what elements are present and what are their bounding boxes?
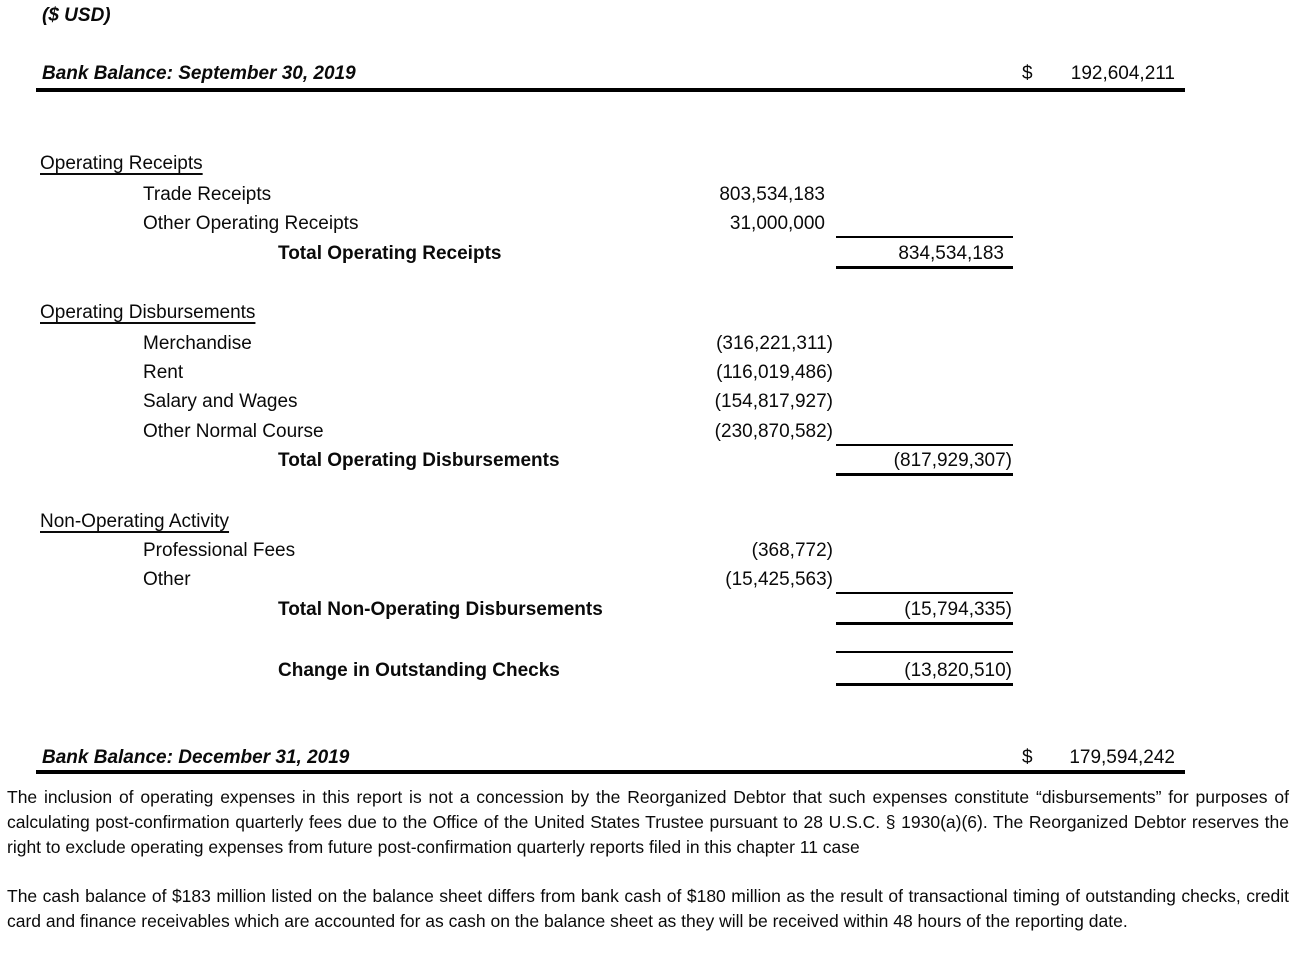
subtotal-rule-bottom: [836, 683, 1013, 686]
opening-balance-amount: 192,604,211: [1070, 63, 1175, 84]
line-item-label: Salary and Wages: [143, 391, 298, 412]
opening-balance-rule: [36, 88, 1185, 92]
subtotal-rule-top: [836, 651, 1013, 653]
line-item-label: Rent: [143, 362, 184, 383]
subtotal-rule-top: [836, 592, 1013, 594]
line-item-amount: 803,534,183: [719, 184, 825, 205]
total-label: Total Operating Receipts: [278, 243, 502, 264]
opening-balance-label: Bank Balance: September 30, 2019: [42, 63, 356, 84]
change-in-outstanding-checks-label: Change in Outstanding Checks: [278, 660, 560, 681]
line-item-label: Trade Receipts: [143, 184, 272, 205]
total-amount: 834,534,183: [898, 243, 1004, 264]
total-amount: (15,794,335): [904, 599, 1012, 620]
section-heading-operating-receipts: Operating Receipts: [40, 153, 203, 174]
line-item-label: Other Operating Receipts: [143, 213, 359, 234]
line-item-label: Merchandise: [143, 333, 252, 354]
line-item-label: Other: [143, 569, 191, 590]
total-amount: (817,929,307): [893, 450, 1012, 471]
line-item-amount: (154,817,927): [714, 391, 833, 412]
line-item-label: Professional Fees: [143, 540, 296, 561]
currency-note: ($ USD): [42, 5, 111, 26]
line-item-amount: (316,221,311): [716, 333, 833, 354]
closing-balance-label: Bank Balance: December 31, 2019: [42, 747, 350, 768]
change-in-outstanding-checks-amount: (13,820,510): [904, 660, 1012, 681]
line-item-amount: (15,425,563): [725, 569, 833, 590]
line-item-amount: (230,870,582): [714, 421, 833, 442]
subtotal-rule-bottom: [836, 473, 1013, 476]
section-heading-non-operating-activity: Non-Operating Activity: [40, 511, 230, 532]
footnote-cash-balance-difference: The cash balance of $183 million listed on the balance sheet differs from bank cash of $180 million as the result of transactional timing of outstanding checks, credit card and finance receivables which are accounted for as cash on the balance sheet as they will be received within 48 hours of the reporting date.: [7, 886, 1289, 931]
total-label: Total Non-Operating Disbursements: [278, 599, 603, 620]
line-item-amount: (116,019,486): [716, 362, 833, 383]
subtotal-rule-bottom: [836, 266, 1013, 269]
line-item-amount: (368,772): [751, 540, 833, 561]
subtotal-rule-top: [836, 236, 1013, 238]
section-heading-operating-disbursements: Operating Disbursements: [40, 302, 256, 323]
line-item-label: Other Normal Course: [143, 421, 324, 442]
subtotal-rule-bottom: [836, 622, 1013, 625]
closing-balance-currency-symbol: $: [1022, 747, 1033, 768]
total-label: Total Operating Disbursements: [278, 450, 560, 471]
closing-balance-rule: [36, 770, 1185, 774]
footnote-disbursements-disclaimer: The inclusion of operating expenses in this report is not a concession by the Reorganized Debtor that such expenses constitute “disbursements” for purposes of calculating post-confirmation quarterly fees due to the Office of the United States Trustee pursuant to 28 U.S.C. § 1930(a)(6). The Reorganized Debtor reserves the right to exclude operating expenses from future post-confirmation quarterly reports filed in this chapter 11 case: [7, 787, 1289, 857]
subtotal-rule-top: [836, 444, 1013, 446]
closing-balance-amount: 179,594,242: [1069, 747, 1175, 768]
line-item-amount: 31,000,000: [729, 213, 825, 234]
opening-balance-currency-symbol: $: [1022, 63, 1033, 84]
